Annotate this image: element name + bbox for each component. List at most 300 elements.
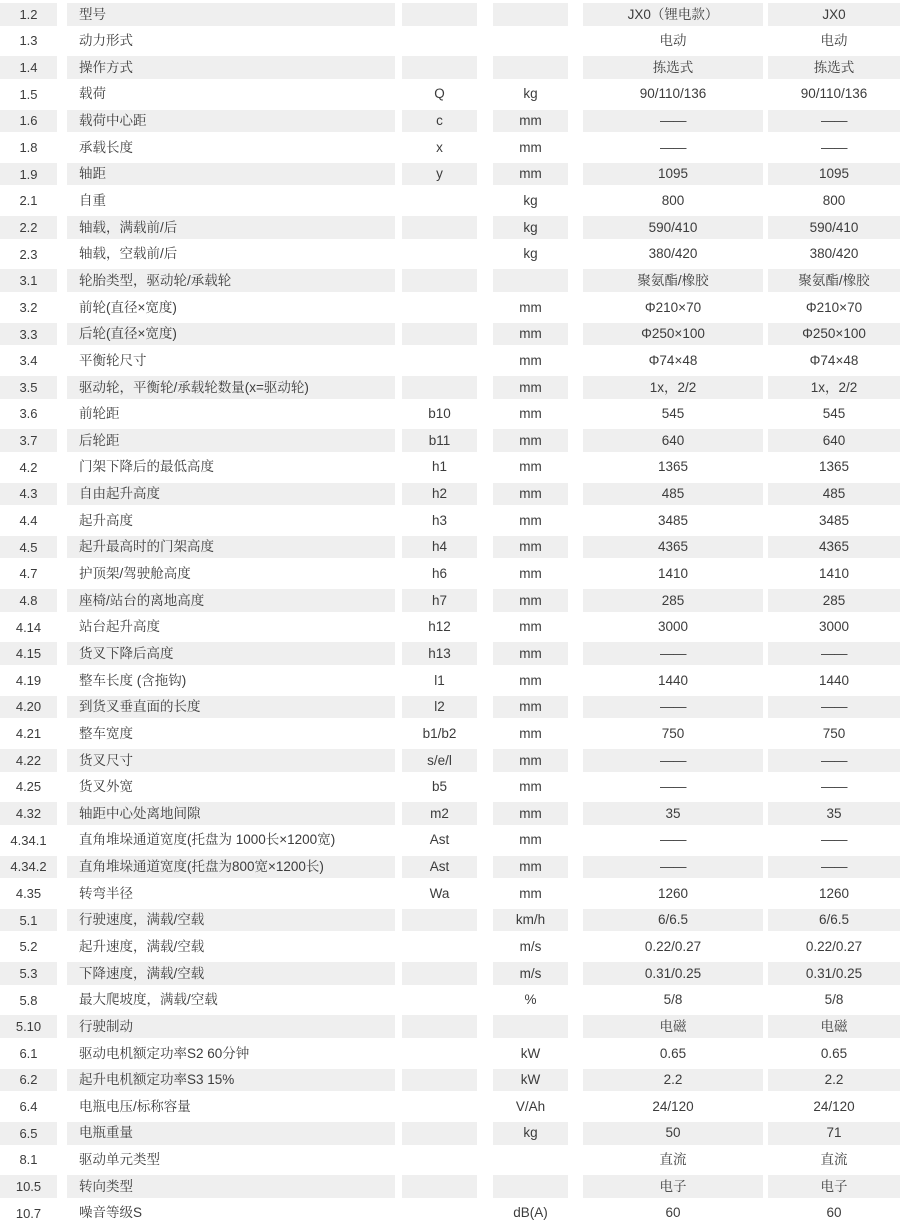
- description-cell: 电瓶重量: [67, 1122, 395, 1145]
- symbol-cell: b11: [402, 429, 477, 452]
- symbol-cell: [402, 1069, 477, 1092]
- row-number-cell: 8.1: [0, 1149, 57, 1172]
- value-cell-model-lithium: 545: [583, 403, 763, 426]
- table-row: [0, 80, 900, 107]
- description-cell: 转向类型: [67, 1175, 395, 1198]
- value-cell-model-standard: 590/410: [768, 216, 900, 239]
- row-number-cell: 1.5: [0, 83, 57, 106]
- row-number-cell: 4.25: [0, 776, 57, 799]
- value-cell-model-lithium: 1440: [583, 669, 763, 692]
- description-cell: 前轮距: [67, 403, 395, 426]
- symbol-cell: [402, 269, 477, 292]
- table-row: [0, 1092, 900, 1119]
- symbol-cell: [402, 935, 477, 958]
- value-cell-model-standard: 电磁: [768, 1015, 900, 1038]
- description-cell: 最大爬坡度，满载/空载: [67, 989, 395, 1012]
- value-cell-model-lithium: 电动: [583, 30, 763, 53]
- value-cell-model-standard: 750: [768, 722, 900, 745]
- table-row: [0, 586, 900, 613]
- unit-cell: mm: [493, 163, 568, 186]
- description-cell: 噪音等级S: [67, 1202, 395, 1225]
- value-cell-model-lithium: 电磁: [583, 1015, 763, 1038]
- description-cell: 载荷: [67, 83, 395, 106]
- value-cell-model-lithium: 1410: [583, 562, 763, 585]
- value-cell-model-standard: 1x，2/2: [768, 376, 900, 399]
- value-cell-model-lithium: 485: [583, 483, 763, 506]
- row-number-cell: 4.35: [0, 882, 57, 905]
- value-cell-model-lithium: 590/410: [583, 216, 763, 239]
- value-cell-model-standard: 0.22/0.27: [768, 935, 900, 958]
- symbol-cell: [402, 3, 477, 26]
- description-cell: 起升速度，满载/空载: [67, 935, 395, 958]
- value-cell-model-standard: 60: [768, 1202, 900, 1225]
- value-cell-model-lithium: ——: [583, 110, 763, 133]
- value-cell-model-lithium: 380/420: [583, 243, 763, 266]
- value-cell-model-lithium: 1260: [583, 882, 763, 905]
- value-cell-model-lithium: 0.22/0.27: [583, 935, 763, 958]
- symbol-cell: [402, 1015, 477, 1038]
- row-number-cell: 3.4: [0, 349, 57, 372]
- value-cell-model-lithium: 1365: [583, 456, 763, 479]
- value-cell-model-lithium: ——: [583, 749, 763, 772]
- value-cell-model-standard: 4365: [768, 536, 900, 559]
- table-row: [0, 693, 900, 720]
- row-number-cell: 5.10: [0, 1015, 57, 1038]
- row-number-cell: 4.4: [0, 509, 57, 532]
- value-cell-model-standard: 聚氨酯/橡胶: [768, 269, 900, 292]
- symbol-cell: h1: [402, 456, 477, 479]
- table-row: [0, 506, 900, 533]
- table-row: [0, 906, 900, 933]
- value-cell-model-lithium: 3485: [583, 509, 763, 532]
- value-cell-model-standard: 640: [768, 429, 900, 452]
- unit-cell: V/Ah: [493, 1095, 568, 1118]
- description-cell: 货叉下降后高度: [67, 642, 395, 665]
- symbol-cell: h4: [402, 536, 477, 559]
- value-cell-model-lithium: 6/6.5: [583, 909, 763, 932]
- table-row: [0, 160, 900, 187]
- symbol-cell: [402, 989, 477, 1012]
- unit-cell: mm: [493, 349, 568, 372]
- symbol-cell: b1/b2: [402, 722, 477, 745]
- row-number-cell: 5.2: [0, 935, 57, 958]
- value-cell-model-lithium: 800: [583, 189, 763, 212]
- description-cell: 后轮距: [67, 429, 395, 452]
- symbol-cell: b10: [402, 403, 477, 426]
- value-cell-model-lithium: 4365: [583, 536, 763, 559]
- value-cell-model-lithium: 50: [583, 1122, 763, 1145]
- unit-cell: m/s: [493, 935, 568, 958]
- description-cell: 自重: [67, 189, 395, 212]
- unit-cell: [493, 3, 568, 26]
- symbol-cell: h2: [402, 483, 477, 506]
- description-cell: 轴载，满载前/后: [67, 216, 395, 239]
- description-cell: 轴距中心处离地间隙: [67, 802, 395, 825]
- table-row: [0, 1146, 900, 1173]
- value-cell-model-standard: ——: [768, 696, 900, 719]
- unit-cell: m/s: [493, 962, 568, 985]
- row-number-cell: 4.32: [0, 802, 57, 825]
- table-row: [0, 240, 900, 267]
- unit-cell: kW: [493, 1069, 568, 1092]
- value-cell-model-lithium: ——: [583, 136, 763, 159]
- symbol-cell: h13: [402, 642, 477, 665]
- unit-cell: mm: [493, 589, 568, 612]
- table-row: [0, 773, 900, 800]
- unit-cell: mm: [493, 802, 568, 825]
- row-number-cell: 6.4: [0, 1095, 57, 1118]
- value-cell-model-lithium: 90/110/136: [583, 83, 763, 106]
- symbol-cell: Ast: [402, 829, 477, 852]
- symbol-cell: b5: [402, 776, 477, 799]
- symbol-cell: h7: [402, 589, 477, 612]
- unit-cell: [493, 1015, 568, 1038]
- description-cell: 自由起升高度: [67, 483, 395, 506]
- table-row: [0, 799, 900, 826]
- unit-cell: mm: [493, 696, 568, 719]
- value-cell-model-lithium: 640: [583, 429, 763, 452]
- table-row: [0, 666, 900, 693]
- description-cell: 转弯半径: [67, 882, 395, 905]
- unit-cell: mm: [493, 669, 568, 692]
- unit-cell: mm: [493, 403, 568, 426]
- description-cell: 门架下降后的最低高度: [67, 456, 395, 479]
- unit-cell: km/h: [493, 909, 568, 932]
- description-cell: 轴距: [67, 163, 395, 186]
- table-row: [0, 266, 900, 293]
- description-cell: 驱动电机额定功率S2 60分钟: [67, 1042, 395, 1065]
- table-row: [0, 320, 900, 347]
- table-row: [0, 1012, 900, 1039]
- table-row: [0, 0, 900, 27]
- row-number-cell: 2.2: [0, 216, 57, 239]
- description-cell: 站台起升高度: [67, 616, 395, 639]
- value-cell-model-standard: ——: [768, 642, 900, 665]
- unit-cell: [493, 1149, 568, 1172]
- value-cell-model-lithium: ——: [583, 829, 763, 852]
- symbol-cell: [402, 1122, 477, 1145]
- table-row: [0, 1199, 900, 1226]
- value-cell-model-lithium: 0.65: [583, 1042, 763, 1065]
- value-cell-model-lithium: JX0（锂电款）: [583, 3, 763, 26]
- unit-cell: mm: [493, 749, 568, 772]
- unit-cell: kg: [493, 1122, 568, 1145]
- value-cell-model-standard: Φ250×100: [768, 323, 900, 346]
- description-cell: 行驶速度，满载/空载: [67, 909, 395, 932]
- table-row: [0, 1119, 900, 1146]
- value-cell-model-standard: 3000: [768, 616, 900, 639]
- symbol-cell: [402, 1149, 477, 1172]
- row-number-cell: 3.2: [0, 296, 57, 319]
- description-cell: 动力形式: [67, 30, 395, 53]
- row-number-cell: 5.3: [0, 962, 57, 985]
- value-cell-model-lithium: ——: [583, 642, 763, 665]
- value-cell-model-standard: 0.65: [768, 1042, 900, 1065]
- value-cell-model-standard: 1260: [768, 882, 900, 905]
- symbol-cell: [402, 1175, 477, 1198]
- symbol-cell: [402, 296, 477, 319]
- row-number-cell: 5.8: [0, 989, 57, 1012]
- value-cell-model-standard: 545: [768, 403, 900, 426]
- symbol-cell: l1: [402, 669, 477, 692]
- value-cell-model-standard: 拣选式: [768, 56, 900, 79]
- description-cell: 承载长度: [67, 136, 395, 159]
- value-cell-model-lithium: 1095: [583, 163, 763, 186]
- symbol-cell: Ast: [402, 856, 477, 879]
- description-cell: 载荷中心距: [67, 110, 395, 133]
- row-number-cell: 4.5: [0, 536, 57, 559]
- symbol-cell: [402, 376, 477, 399]
- value-cell-model-standard: 1410: [768, 562, 900, 585]
- value-cell-model-standard: ——: [768, 776, 900, 799]
- symbol-cell: [402, 243, 477, 266]
- unit-cell: kg: [493, 216, 568, 239]
- symbol-cell: m2: [402, 802, 477, 825]
- symbol-cell: [402, 1095, 477, 1118]
- table-row: [0, 453, 900, 480]
- unit-cell: kg: [493, 189, 568, 212]
- symbol-cell: [402, 216, 477, 239]
- unit-cell: kg: [493, 83, 568, 106]
- value-cell-model-standard: 电子: [768, 1175, 900, 1198]
- value-cell-model-standard: ——: [768, 749, 900, 772]
- table-row: [0, 879, 900, 906]
- value-cell-model-standard: 3485: [768, 509, 900, 532]
- row-number-cell: 10.5: [0, 1175, 57, 1198]
- row-number-cell: 2.1: [0, 189, 57, 212]
- description-cell: 操作方式: [67, 56, 395, 79]
- description-cell: 平衡轮尺寸: [67, 349, 395, 372]
- value-cell-model-lithium: 750: [583, 722, 763, 745]
- value-cell-model-standard: 285: [768, 589, 900, 612]
- value-cell-model-standard: 5/8: [768, 989, 900, 1012]
- symbol-cell: x: [402, 136, 477, 159]
- description-cell: 轮胎类型，驱动轮/承载轮: [67, 269, 395, 292]
- unit-cell: mm: [493, 722, 568, 745]
- symbol-cell: [402, 323, 477, 346]
- row-number-cell: 1.9: [0, 163, 57, 186]
- row-number-cell: 1.6: [0, 110, 57, 133]
- unit-cell: mm: [493, 483, 568, 506]
- unit-cell: kg: [493, 243, 568, 266]
- table-row: [0, 133, 900, 160]
- table-row: [0, 853, 900, 880]
- description-cell: 整车长度 (含拖钩): [67, 669, 395, 692]
- row-number-cell: 4.34.2: [0, 856, 57, 879]
- value-cell-model-lithium: 35: [583, 802, 763, 825]
- description-cell: 驱动单元类型: [67, 1149, 395, 1172]
- row-number-cell: 3.3: [0, 323, 57, 346]
- value-cell-model-lithium: 直流: [583, 1149, 763, 1172]
- unit-cell: mm: [493, 323, 568, 346]
- symbol-cell: y: [402, 163, 477, 186]
- description-cell: 整车宽度: [67, 722, 395, 745]
- value-cell-model-lithium: 聚氨酯/橡胶: [583, 269, 763, 292]
- row-number-cell: 6.1: [0, 1042, 57, 1065]
- value-cell-model-standard: 24/120: [768, 1095, 900, 1118]
- value-cell-model-standard: 电动: [768, 30, 900, 53]
- value-cell-model-standard: Φ210×70: [768, 296, 900, 319]
- description-cell: 型号: [67, 3, 395, 26]
- value-cell-model-lithium: 285: [583, 589, 763, 612]
- table-row: [0, 959, 900, 986]
- description-cell: 直角堆垛通道宽度(托盘为800宽×1200长): [67, 856, 395, 879]
- value-cell-model-lithium: Φ74×48: [583, 349, 763, 372]
- value-cell-model-lithium: ——: [583, 856, 763, 879]
- row-number-cell: 4.14: [0, 616, 57, 639]
- value-cell-model-lithium: 5/8: [583, 989, 763, 1012]
- description-cell: 后轮(直径×宽度): [67, 323, 395, 346]
- table-row: [0, 1066, 900, 1093]
- value-cell-model-lithium: Φ250×100: [583, 323, 763, 346]
- symbol-cell: s/e/l: [402, 749, 477, 772]
- unit-cell: mm: [493, 536, 568, 559]
- value-cell-model-standard: 35: [768, 802, 900, 825]
- value-cell-model-standard: 380/420: [768, 243, 900, 266]
- row-number-cell: 4.34.1: [0, 829, 57, 852]
- table-row: [0, 746, 900, 773]
- row-number-cell: 4.22: [0, 749, 57, 772]
- description-cell: 下降速度，满载/空载: [67, 962, 395, 985]
- value-cell-model-lithium: 3000: [583, 616, 763, 639]
- value-cell-model-lithium: 拣选式: [583, 56, 763, 79]
- row-number-cell: 10.7: [0, 1202, 57, 1225]
- symbol-cell: [402, 56, 477, 79]
- table-row: [0, 986, 900, 1013]
- row-number-cell: 4.7: [0, 562, 57, 585]
- value-cell-model-standard: ——: [768, 136, 900, 159]
- description-cell: 前轮(直径×宽度): [67, 296, 395, 319]
- value-cell-model-lithium: ——: [583, 696, 763, 719]
- symbol-cell: Q: [402, 83, 477, 106]
- row-number-cell: 1.3: [0, 30, 57, 53]
- table-row: [0, 932, 900, 959]
- symbol-cell: h3: [402, 509, 477, 532]
- row-number-cell: 3.1: [0, 269, 57, 292]
- value-cell-model-standard: ——: [768, 110, 900, 133]
- description-cell: 货叉尺寸: [67, 749, 395, 772]
- value-cell-model-lithium: 1x，2/2: [583, 376, 763, 399]
- description-cell: 起升电机额定功率S3 15%: [67, 1069, 395, 1092]
- symbol-cell: Wa: [402, 882, 477, 905]
- symbol-cell: h6: [402, 562, 477, 585]
- unit-cell: [493, 56, 568, 79]
- symbol-cell: [402, 1202, 477, 1225]
- row-number-cell: 3.6: [0, 403, 57, 426]
- symbol-cell: [402, 349, 477, 372]
- symbol-cell: l2: [402, 696, 477, 719]
- row-number-cell: 2.3: [0, 243, 57, 266]
- value-cell-model-standard: 1095: [768, 163, 900, 186]
- symbol-cell: [402, 909, 477, 932]
- table-row: [0, 480, 900, 507]
- row-number-cell: 4.8: [0, 589, 57, 612]
- value-cell-model-standard: 0.31/0.25: [768, 962, 900, 985]
- row-number-cell: 6.2: [0, 1069, 57, 1092]
- table-row: [0, 826, 900, 853]
- row-number-cell: 4.20: [0, 696, 57, 719]
- symbol-cell: h12: [402, 616, 477, 639]
- table-row: [0, 213, 900, 240]
- unit-cell: mm: [493, 376, 568, 399]
- table-row: [0, 719, 900, 746]
- row-number-cell: 6.5: [0, 1122, 57, 1145]
- table-row: [0, 346, 900, 373]
- symbol-cell: c: [402, 110, 477, 133]
- unit-cell: mm: [493, 642, 568, 665]
- unit-cell: mm: [493, 456, 568, 479]
- unit-cell: mm: [493, 509, 568, 532]
- description-cell: 行驶制动: [67, 1015, 395, 1038]
- value-cell-model-lithium: Φ210×70: [583, 296, 763, 319]
- unit-cell: mm: [493, 882, 568, 905]
- unit-cell: mm: [493, 829, 568, 852]
- table-row: [0, 53, 900, 80]
- table-row: [0, 400, 900, 427]
- value-cell-model-standard: ——: [768, 829, 900, 852]
- unit-cell: [493, 269, 568, 292]
- table-row: [0, 186, 900, 213]
- symbol-cell: [402, 962, 477, 985]
- symbol-cell: [402, 30, 477, 53]
- description-cell: 电瓶电压/标称容量: [67, 1095, 395, 1118]
- value-cell-model-lithium: 0.31/0.25: [583, 962, 763, 985]
- table-row: [0, 293, 900, 320]
- row-number-cell: 1.2: [0, 3, 57, 26]
- description-cell: 起升最高时的门架高度: [67, 536, 395, 559]
- unit-cell: mm: [493, 136, 568, 159]
- value-cell-model-lithium: 60: [583, 1202, 763, 1225]
- value-cell-model-standard: 6/6.5: [768, 909, 900, 932]
- table-row: [0, 533, 900, 560]
- description-cell: 驱动轮，平衡轮/承载轮数量(x=驱动轮): [67, 376, 395, 399]
- value-cell-model-lithium: 24/120: [583, 1095, 763, 1118]
- table-row: [0, 559, 900, 586]
- row-number-cell: 4.2: [0, 456, 57, 479]
- table-row: [0, 426, 900, 453]
- row-number-cell: 1.4: [0, 56, 57, 79]
- value-cell-model-standard: Φ74×48: [768, 349, 900, 372]
- table-row: [0, 1172, 900, 1199]
- row-number-cell: 3.7: [0, 429, 57, 452]
- table-row: [0, 639, 900, 666]
- value-cell-model-lithium: ——: [583, 776, 763, 799]
- value-cell-model-standard: 2.2: [768, 1069, 900, 1092]
- table-row: [0, 1039, 900, 1066]
- unit-cell: %: [493, 989, 568, 1012]
- description-cell: 到货叉垂直面的长度: [67, 696, 395, 719]
- value-cell-model-standard: 800: [768, 189, 900, 212]
- row-number-cell: 4.3: [0, 483, 57, 506]
- symbol-cell: [402, 189, 477, 212]
- row-number-cell: 3.5: [0, 376, 57, 399]
- value-cell-model-standard: 直流: [768, 1149, 900, 1172]
- row-number-cell: 4.21: [0, 722, 57, 745]
- value-cell-model-standard: 1440: [768, 669, 900, 692]
- unit-cell: [493, 1175, 568, 1198]
- unit-cell: mm: [493, 562, 568, 585]
- value-cell-model-lithium: 2.2: [583, 1069, 763, 1092]
- table-row: [0, 27, 900, 54]
- table-row: [0, 373, 900, 400]
- unit-cell: dB(A): [493, 1202, 568, 1225]
- row-number-cell: 5.1: [0, 909, 57, 932]
- unit-cell: mm: [493, 776, 568, 799]
- unit-cell: mm: [493, 856, 568, 879]
- table-row: [0, 107, 900, 134]
- description-cell: 护顶架/驾驶舱高度: [67, 562, 395, 585]
- description-cell: 轴载，空载前/后: [67, 243, 395, 266]
